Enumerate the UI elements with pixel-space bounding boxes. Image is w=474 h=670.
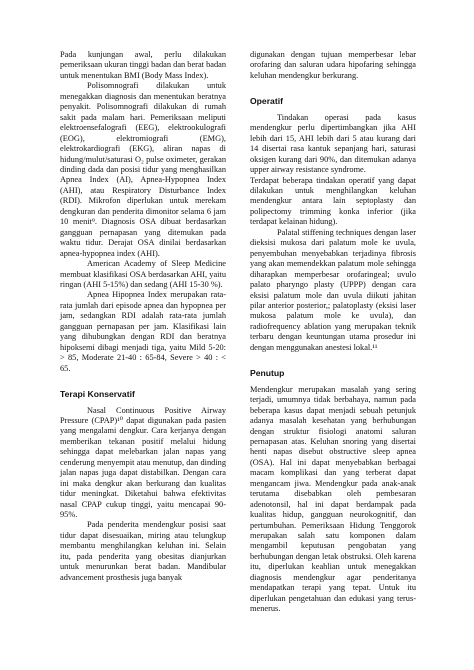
paragraph-indikasi-operasi: Tindakan operasi pada kasus mendengkur perlu dipertimbangkan jika AHI lebih dari 15, AHI lebih dari 5 atau kurang dari 14 disertai rasa kantuk sepanjang hari, saturasi oksigen kurang dari 90%, dan ditemukan adanya upper airway resistance syndrome.	[250, 112, 416, 175]
paragraph-polisomnografi: Polisomnografi dilakukan untuk menegakkan diagnosis dan menentukan beratnya penyakit. Polisomnografi dilakukan di rumah sakit pada malam hari. Pemeriksaan meliputi elektroensefalografi (EEG), elektrookulografi (EOG), elektromiografi (EMG), elektrokardiografi (EKG), aliran napas di hidung/mulut/saturasi O₂ pulse oximeter, gerakan dinding dada dan posisi tidur yang menghasilkan Apnea Index (AI), Apnea-Hypopnea Index (AHI), atau Respiratory Disturbance Index (RDI). Mikrofon diperlukan untuk merekam dengkuran dan penderita dimonitor selama 6 jam 10 menit⁹. Diagnosis OSA dibuat berdasarkan gangguan pernapasan yang ditemukan pada waktu tidur. Derajat OSA dinilai berdasarkan apnea-hypopnea index (AHI).	[60, 81, 226, 258]
paragraph-tindakan-operatif: Terdapat beberapa tindakan operatif yang dapat dilakukan untuk menghilangkan keluhan mendengkur antara lain septoplasty dan polipectomy trimming konka inferior (jika terdapat kelainan hidung).	[250, 175, 416, 227]
paragraph-ahi-rdi: Apnea Hipopnea Index merupakan rata-rata jumlah dari episode apnea dan hypopnea per jam, sedangkan RDI adalah rata-rata jumlah gangguan pernapasan per jam. Klasifikasi lain yang dihubungkan dengan RDI dan beratnya hipoksemi dibagi menjadi tiga, yaitu Mild 5-20: > 85, Moderate 21-40 : 65-84, Severe > 40 : < 65.	[60, 290, 226, 373]
left-column	[60, 50, 226, 583]
paragraph-cpap: Nasal Continuous Positive Airway Pressure (CPAP)¹⁰ dapat digunakan pada pasien yang mengalami dengkur. Cara kerjanya dengan memberikan tekanan positif melalui hidung sehingga dapat melebarkan jalan napas yang cenderung menyempit atau menutup, dan dinding jalan napas juga dapat distabilkan. Dengan cara ini maka dengkur akan berkurang dan kualitas tidur meningkat. Diketahui bahwa efektivitas nasal CPAP cukup tinggi, yaitu mencapai 90-95%.	[60, 405, 226, 520]
paragraph-aasm-classification: American Academy of Sleep Medicine membuat klasifikasi OSA berdasarkan AHI, yaitu ringan (AHI 5-15%) dan sedang (AHI 15-30 %).	[60, 259, 226, 289]
paragraph-posisi-tidur: Pada penderita mendengkur posisi saat tidur dapat disesuaikan, miring atau telungkup membantu menghilangkan keluhan ini. Selain itu, pada penderita yang obesitas dianjurkan untuk menurunkan berat badan. Mandibular advancement prosthesis juga banyak	[60, 520, 226, 582]
heading-terapi-konservatif: Terapi Konservatif	[60, 389, 135, 400]
right-column	[250, 50, 416, 615]
paragraph-palatal-techniques: Palatal stiffening techniques dengan laser dieksisi mukosa dari palatum mole ke uvula, penyembuhan menyebabkan terjadinya fibrosis yang akan memendekkan palatum mole sehingga diharapkan memperbesar orofaringeal; uvulo palato pharyngo plasty (UPPP) dengan cara eksisi palatum mole dan uvula diikuti jahitan pilar anterior posterior,; palatoplasty (eksisi laser mukosa palatum mole ke uvula), dan radiofrequency ablation yang merupakan teknik terbaru dengan keuntungan utama prosedur ini dengan menggunakan anestesi lokal.¹¹	[250, 227, 416, 352]
heading-operatif: Operatif	[250, 96, 283, 107]
paragraph-continuation: digunakan dengan tujuan memperbesar lebar orofaring dan saluran udara hipofaring sehingga keluhan mendengkur berkurang.	[250, 50, 416, 80]
paragraph-penutup: Mendengkur merupakan masalah yang sering terjadi, umumnya tidak berbahaya, namun pada beberapa kasus dapat menjadi sebuah petunjuk adanya masalah kesehatan yang berhubungan dengan struktur fisiologi anatomi saluran pernapasan atas. Keluhan snoring yang disertai henti napas disebut obstructive sleep apnea (OSA). Hal ini dapat menyebabkan berbagai macam komplikasi dan yang terberat dapat mengancam jiwa. Mendengkur pada anak-anak terutama disebabkan oleh pembesaran adenotonsil, hal ini dapat berdampak pada kualitas hidup, gangguan neurokognitif, dan pertumbuhan. Pemeriksaan Hidung Tenggorok merupakan salah satu komponen dalam mengambil keputusan pengobatan yang berhubungan dengan letak obstruksi. Oleh karena itu, diperlukan keahlian untuk menegakkan diagnosis mendengkur agar penderitanya mendapatkan terapi yang tepat. Untuk itu diperlukan pengetahuan dan edukasi yang terus-menerus.	[250, 384, 416, 614]
heading-penutup: Penutup	[250, 368, 285, 379]
paragraph-bmi: Pada kunjungan awal, perlu dilakukan pemeriksaan ukuran tinggi badan dan berat badan untuk menentukan BMI (Body Mass Index).	[60, 50, 226, 80]
